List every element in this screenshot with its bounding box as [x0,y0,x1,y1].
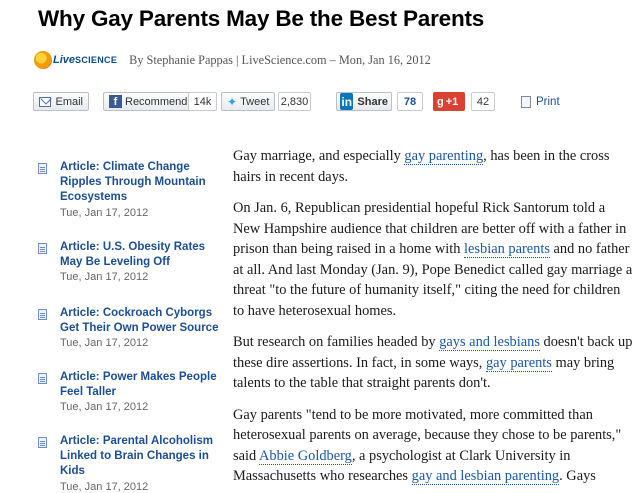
email-button-label: Email [55,95,83,108]
logo-live-text: Live [53,54,76,66]
article-paragraph [233,332,633,394]
related-article-title[interactable]: Article: Cockroach Cyborgs Get Their Own Power Source [60,307,219,334]
gay-and-lesbian-parenting-link[interactable]: gay and lesbian parenting [411,468,560,484]
print-icon [521,96,531,108]
linkedin-share-button[interactable] [336,92,392,111]
linkedin-share-count: 78 [397,92,423,111]
document-icon [38,373,47,384]
logo-science-text: SCIENCE [75,55,118,65]
paragraph-text: doesn't back up these dire assertions. In fact, in some ways, [233,334,633,371]
byline: By Stephanie Pappas | LiveScience.com – Mon, Jan 16, 2012 [129,52,431,67]
article-paragraph [233,146,633,187]
related-article-title[interactable]: Article: Climate Change Ripples Through Mountain Ecosystems [60,161,206,203]
related-article-date: Tue, Jan 17, 2012 [60,271,149,283]
related-article-date: Tue, Jan 17, 2012 [60,481,149,493]
article-paragraph [233,198,633,321]
linkedin-share-label: Share [357,95,388,108]
byline-row [34,46,431,74]
paragraph-text: and no father at all. And last Monday (Jan. 9), Pope Benedict called gay marriage a threat "to the future of humanity itself," citing the need for children to have heterosexual homes. [233,241,633,319]
tweet-button[interactable] [221,92,275,111]
paragraph-text: Gay parents "tend to be more motivated, more committed than heterosexual parents on average, because they chose to be parents," said [233,406,622,464]
related-article-title[interactable]: Article: U.S. Obesity Rates May Be Leveling Off [60,241,206,268]
paragraph-text: . Gays [559,468,596,484]
paragraph-text: , has been in the cross hairs in recent days. [233,148,610,185]
page-title: Why Gay Parents May Be the Best Parents [38,6,485,31]
plus-one-count: 42 [471,92,495,111]
related-article-title[interactable]: Article: Power Makes People Feel Taller [60,371,217,398]
print-label: Print [536,95,560,108]
document-icon [38,163,47,174]
lesbian-parents-link[interactable]: lesbian parents [464,241,550,257]
article-body [233,146,633,493]
paragraph-text: may bring talents to the table that straight parents don't. [233,354,615,391]
facebook-icon: f [109,95,122,108]
document-icon [38,243,47,254]
gay-parents-link[interactable]: gay parents [485,354,552,371]
gay-parenting-link[interactable]: gay parenting [404,148,484,164]
livescience-logo-icon [34,51,52,69]
paragraph-text: Gay marriage, and especially [233,148,405,164]
twitter-bird-icon: ✦ [227,94,238,109]
article-paragraph [233,405,633,487]
plus-one-label: +1 [445,95,459,108]
related-article-title[interactable]: Article: Parental Alcoholism Linked to Brain Changes in Kids [60,435,213,477]
recommend-count: 14k [188,92,217,111]
document-icon [38,437,47,448]
email-button[interactable] [33,92,89,111]
related-article-date: Tue, Jan 17, 2012 [60,207,149,219]
recommend-label: Recommend [125,95,188,108]
envelope-icon [39,97,51,107]
livescience-logo[interactable] [34,51,117,69]
tweet-label: Tweet [240,95,270,108]
linkedin-icon: in [341,94,353,109]
google-plus-one-button[interactable] [433,92,465,111]
paragraph-text: , a psychologist at Clark University in Massachusetts who researches [233,447,571,484]
document-icon [38,309,47,320]
print-link[interactable] [521,92,560,111]
related-article-date: Tue, Jan 17, 2012 [60,337,149,349]
paragraph-text: On Jan. 6, Republican presidential hopeful Rick Santorum told a New Hampshire audience that children are better off with a father in prison than being raised in a home with [233,200,627,257]
tweet-count: 2,830 [278,92,311,111]
abbie-goldberg-link[interactable]: Abbie Goldberg [258,447,352,464]
gays-and-lesbians-link[interactable]: gays and lesbians [439,334,540,350]
paragraph-text: But research on families headed by [233,334,440,350]
related-article-date: Tue, Jan 17, 2012 [60,401,149,413]
google-plus-icon: g [437,95,444,108]
